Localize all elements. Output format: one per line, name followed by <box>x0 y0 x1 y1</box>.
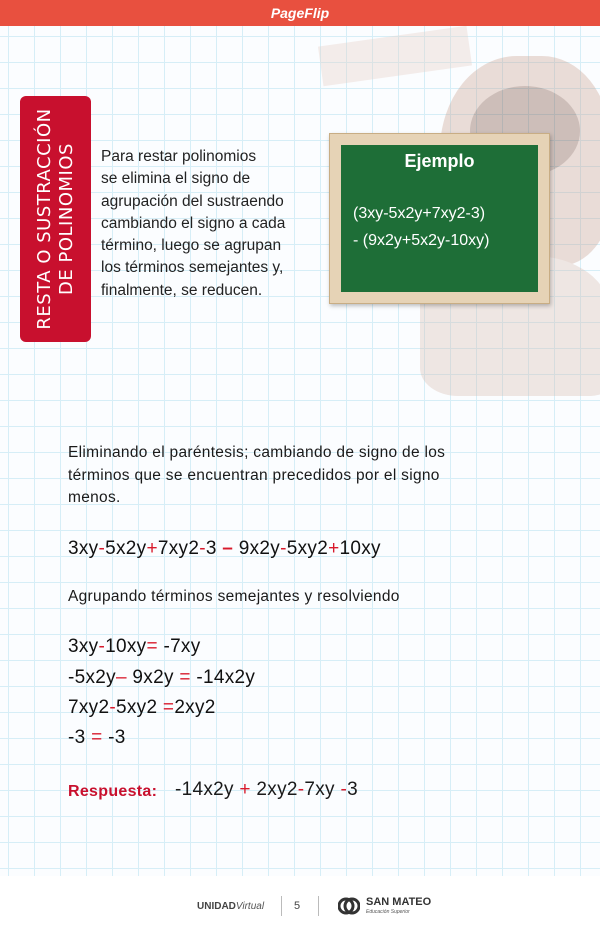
example-minuend: (3xy-5x2y+7xy2-3) <box>353 205 486 222</box>
unidad-virtual-logo: UNIDADVirtual <box>197 901 265 912</box>
brand-subtitle: Educación Superior <box>366 909 410 915</box>
example-title: Ejemplo <box>404 151 475 171</box>
step-line-4: -3 = -3 <box>68 727 126 748</box>
grouping-heading: Agrupando términos semejantes y resolviendo <box>68 588 400 605</box>
brand-name: SAN MATEO <box>366 896 432 908</box>
explanation-paragraph: Eliminando el paréntesis; cambiando de signo de los términos que se encuentran precedidos por el signo menos. <box>68 444 446 507</box>
app-title-bar <box>0 0 600 26</box>
section-title-tab <box>20 96 91 342</box>
app-title: PageFlip <box>270 5 330 21</box>
intro-paragraph: Para restar polinomios se elimina el signo de agrupación del sustraendo cambiando el signo a cada término, luego se agrupan los términos semejantes y, finalmente, se reducen. <box>101 148 286 299</box>
footer-divider <box>318 896 319 916</box>
answer-label: Respuesta: <box>68 783 158 800</box>
step-line-1: 3xy-10xy= -7xy <box>68 636 201 657</box>
san-mateo-logo-icon <box>338 895 360 917</box>
step-line-3: 7xy2-5xy2 =2xy2 <box>68 697 216 718</box>
example-chalkboard <box>329 133 550 304</box>
answer-value: -14x2y + 2xy2-7xy -3 <box>175 779 358 800</box>
footer-divider <box>281 896 282 916</box>
example-subtrahend: - (9x2y+5x2y-10xy) <box>353 232 490 249</box>
section-title: RESTA O SUSTRACCIÓN DE POLINOMIOS <box>33 108 77 330</box>
step-line-2: -5x2y– 9x2y = -14x2y <box>68 667 256 688</box>
page-number: 5 <box>294 900 301 912</box>
expanded-expression: 3xy-5x2y+7xy2-3 – 9x2y-5xy2+10xy <box>68 538 381 559</box>
page-footer <box>0 876 600 951</box>
